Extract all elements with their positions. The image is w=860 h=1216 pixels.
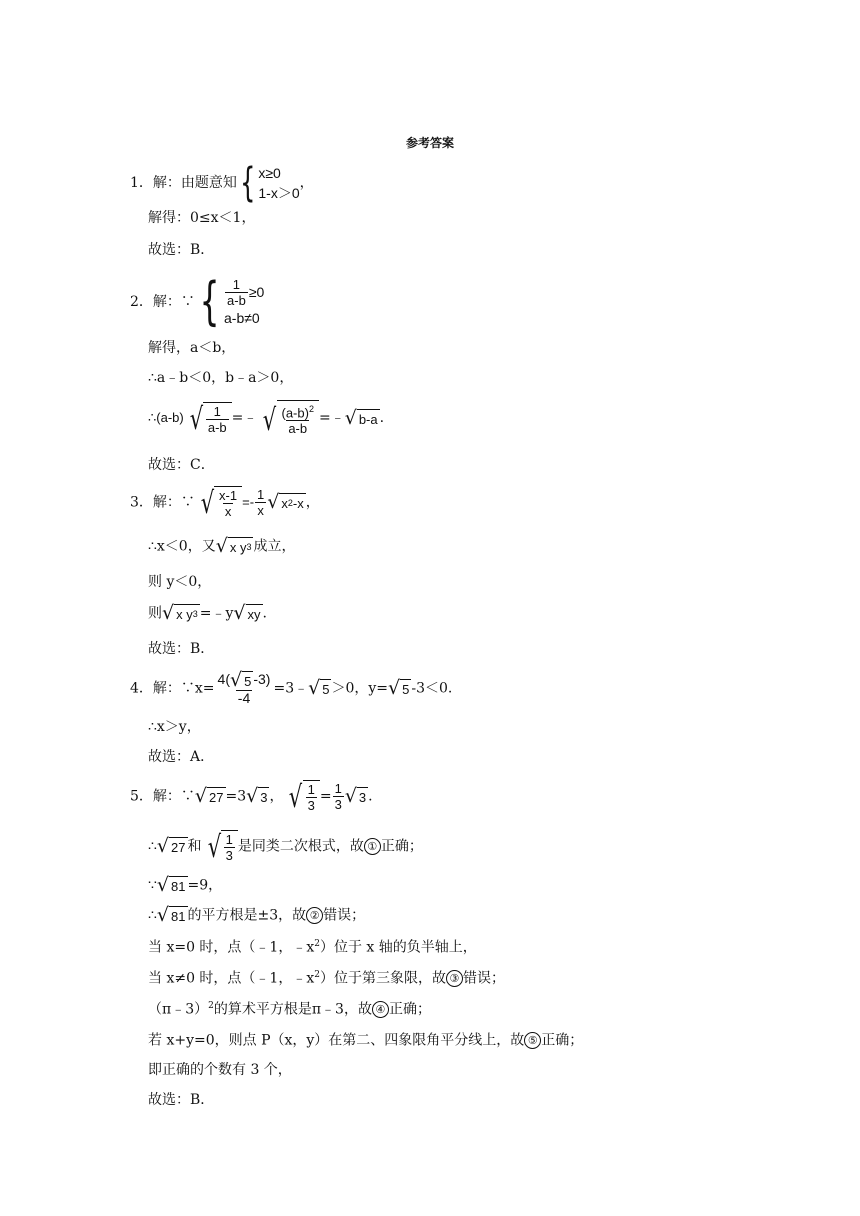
sqrt: √ 27 [156, 835, 186, 857]
sqrt: √ 27 [194, 785, 224, 807]
sqrt: √ x y 3 [162, 602, 198, 624]
q5-line-5: 当 x=0 时，点（﹣1，$﹣x^2$）位于 x 轴的负半轴上， [148, 939, 477, 956]
q2-line-3: ∴a﹣b＜0，b﹣a＞0， [148, 370, 294, 386]
q5-line-6: 当 x≠0 时，点（﹣1，$﹣x^2$）位于第三象限，故 ③ 错误； [148, 969, 505, 987]
q3-line-1: 3．解：∵ √ $\frac{x-1}{x}$ =- $\frac{1}{x}$ √ x 2 -x ， [130, 486, 320, 521]
q2-lead: 2．解：∵ [130, 294, 195, 310]
q5-line-3: ∵ √ 81 =9， [148, 874, 223, 896]
q1-tail: ， [299, 175, 314, 191]
q5-line-2: ∴ √ 27 和 √ $\frac{1}{3}$ 是同类二次根式，故 ① 正确； [148, 830, 423, 865]
q2-line-2: 解得，a＜b， [148, 340, 236, 356]
q4-line-2: ∴x＞y， [148, 719, 201, 735]
q2-frac: $\frac{1}{a-b}$ [227, 276, 246, 308]
q2-sys-2: a-b≠0 [224, 309, 260, 326]
q5-line-1: 5．解：∵ √ 27 =3 √ 3 ， √ $\frac{1}{3}$ = $\frac{1}{3}$ √ 3 . [130, 780, 373, 815]
sqrt: √ x y 3 [215, 535, 252, 557]
q3-line-2: ∴x＜0，又 √ x y 3 成立， [148, 535, 296, 557]
q5-line-10: 故选：B． [148, 1092, 215, 1108]
q3-line-5: 故选：B． [148, 641, 215, 657]
q4-line-1: 4．解：∵x= 4( √ 5 -3) -4 =3﹣ √ 5 ＞0，y= √ 5 -3＜0. [130, 669, 453, 706]
sqrt: √ $\frac{1}{a-b}$ [184, 402, 232, 435]
q5-line-8: 若 x+y=0，则点 P（x，y）在第二、四象限角平分线上，故 ⑤ 正确； [148, 1032, 584, 1049]
q1-line-1 [130, 160, 314, 206]
q5-line-4: ∴ √ 81 的平方根是±3，故 ② 错误； [148, 904, 366, 926]
sqrt: √ $\frac{1}{3}$ [202, 830, 238, 863]
q3-line-4: 则 √ x y 3 =﹣y √ xy . [148, 602, 267, 624]
q5-line-9: 即正确的个数有 3 个， [148, 1062, 292, 1078]
sqrt: √ $\frac{(a-b)^2}{a-b}$ [257, 400, 319, 436]
q2-line-4: ∴(a-b) √ $\frac{1}{a-b}$ =﹣ √ $\frac{(a-b)^2}{a-b}$ =﹣ √ b-a . [148, 401, 385, 439]
sqrt: √ 3 [246, 785, 268, 807]
brace: { [240, 160, 256, 206]
q3-line-3: 则 y＜0， [148, 574, 212, 590]
sqrt: √ 5 [388, 677, 410, 699]
q4-line-3: 故选：A． [148, 749, 215, 765]
q2-system: $\frac{1}{a-b}$ ≥0 a-b≠0 [224, 276, 265, 326]
q1-system [258, 163, 299, 203]
sqrt: √ xy [233, 602, 261, 624]
sqrt: √ 3 [344, 785, 367, 807]
q5-line-7: （π﹣3）$^2$的算术平方根是π﹣3，故 ④ 正确； [148, 1000, 431, 1018]
q1-line-2: 解得：0≤x＜1， [148, 210, 256, 226]
q1-sys-2: 1-x＞0 [258, 185, 300, 201]
q1-sys-1: x≥0 [258, 165, 281, 181]
brace: { [199, 272, 220, 332]
sqrt: √ 5 [308, 677, 330, 699]
q1-lead: 1．解：由题意知 [130, 175, 237, 191]
sqrt: √ $\frac{1}{3}$ [283, 780, 319, 813]
sqrt: √ 81 [156, 904, 186, 926]
q2-line-1 [130, 272, 265, 332]
sqrt: √ $\frac{x-1}{x}$ [195, 486, 242, 519]
sqrt: √ b-a [344, 406, 378, 429]
q1-line-3: 故选：B． [148, 242, 215, 258]
q2-line-5: 故选：C． [148, 457, 215, 473]
page-title: 参考答案 [405, 136, 454, 150]
sqrt: √ 81 [156, 874, 186, 896]
sqrt: √ x 2 -x [267, 491, 304, 513]
